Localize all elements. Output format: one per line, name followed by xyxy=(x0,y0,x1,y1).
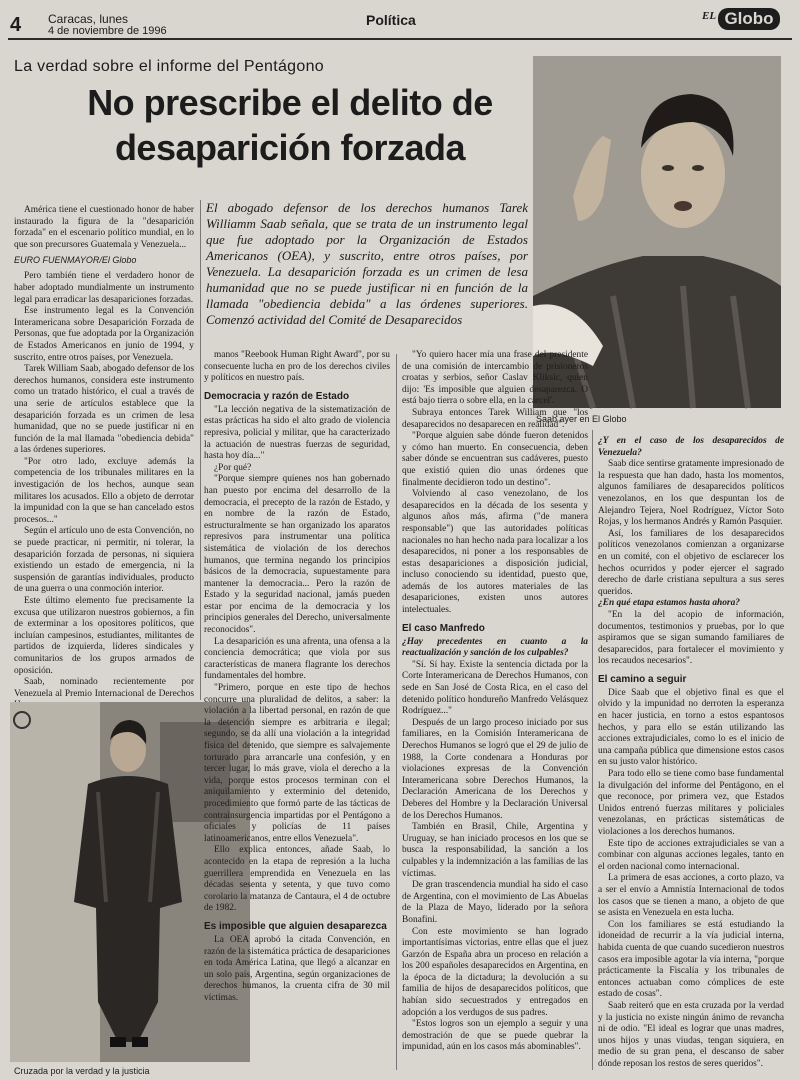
logo-name: Globo xyxy=(718,8,780,30)
photo-bottom-caption: Cruzada por la verdad y la justicia xyxy=(14,1066,150,1076)
column-4 xyxy=(598,436,784,1072)
header-date: 4 de noviembre de 1996 xyxy=(48,25,167,37)
logo-prefix: EL xyxy=(702,10,717,22)
paragraph: Este tipo de acciones extrajudiciales se van a combinar con algunas acciones legales, tanto en el orden nacional como internacional. xyxy=(598,838,784,872)
question: ¿Y en el caso de los desaparecidos de Venezuela? xyxy=(598,436,784,458)
subheading: Democracia y razón de Estado xyxy=(204,390,350,402)
column-divider xyxy=(396,354,397,1070)
paragraph: Ello explica entonces, añade Saab, lo acontecido en la etapa de represión a la lucha guerrillera emprendida en Venezuela en las décadas sesenta y setenta, y que tuvo como corolario la matanza de Cantaura, el 4 de octubre de 1982. xyxy=(204,845,390,914)
paragraph: Con este movimiento se han logrado importantísimas victorias, entre ellas que el juez Garzón de España abra un proceso en relación a los 200 españoles desaparecidos en Argentina, en la época de la dictadura; la devolución a su familia de hijos de desaparecidos políticos, que habían sido secuestrados y entregados en adopción a los verdugos de sus padres. xyxy=(402,926,588,1018)
paragraph: "Sí. Sí hay. Existe la sentencia dictada por la Corte Interamericana de Derechos Humanos, con sede en San José de Costa Rica, en el caso del detenido político hondureño Manfredo Velásquez Rodríguez..." xyxy=(402,659,588,717)
paragraph: Ese instrumento legal es la Convención Interamericana sobre Desaparición Forzada de Personas, que fue adoptada por la Organización de Estados Americanos en junio de 1994, y suscrito, entre otros países, por Venezuela. xyxy=(14,306,194,363)
paragraph: "Yo quiero hacer mía una frase del presidente de una comisión de intercambio de prisioneros croatas y serbios, señor Caslav Kliksic, quien dijo: 'Es imposible que alguien desaparezca. O está bajo tierra o sobre ella, en la cárcel'. xyxy=(402,350,588,407)
paragraph: Este último elemento fue precisamente la excusa que utilizaron nuestros gobiernos, a fin de exterminar a los opositores políticos, que incluían campesinos, estudiantes, militantes de partidos de izquierda, líderes sindicales y comunitarios de los grupos armados de oposición. xyxy=(14,596,194,676)
article-byline: EURO FUENMAYOR/El Globo xyxy=(14,255,137,266)
paragraph: También en Brasil, Chile, Argentina y Uruguay, se han iniciado procesos en los que se busca la responsabilidad, la sanción a los culpables y la indemnización a las familias de las víctimas. xyxy=(402,822,588,879)
section-name: Política xyxy=(366,12,416,28)
page-number: 4 xyxy=(10,14,22,36)
column-3 xyxy=(402,350,588,1072)
column-1 xyxy=(14,205,194,699)
paragraph: Tarek William Saab, abogado defensor de los derechos humanos, considera este instrumento como un tratado histórico, el cual a través de una serie de artículos establece que la desaparición forzada es un crimen de lesa humanidad, que no se puede justificar ni en función de la mal llamada "obediencia debida" a las órdenes superiores. xyxy=(14,364,194,456)
paragraph: Saab reiteró que en esta cruzada por la verdad y la justicia no existe ningún ánimo de revancha ni de odio. "El ideal es lograr que unas madres, unos hijos y unas viudas, tengan siquiera, en medio de su gran pena, el descanso de saber dónde reposan los restos de seres queridos". xyxy=(598,1000,784,1069)
article-kicker: La verdad sobre el informe del Pentágono xyxy=(14,58,324,75)
paragraph: "Estos logros son un ejemplo a seguir y una demostración de que se puede quebrar la impunidad, aún en los casos más abominables". xyxy=(402,1019,588,1053)
question: ¿Hay precedentes en cuanto a la reactualización y sanción de los culpables? xyxy=(402,636,588,659)
paragraph: "La lección negativa de la sistematización de estas prácticas ha sido el alto grado de violencia represiva, policial y militar, que ha caracterizado la actuación de nuestras fuerzas de seguridad, hasta hoy día..." xyxy=(204,404,390,462)
newspaper-logo xyxy=(702,8,782,32)
paragraph: América tiene el cuestionado honor de haber instaurado la figura de la "desaparición forzada" en el escenario político mundial, en lo que son precursores Guatemala y Venezuela... xyxy=(14,205,194,250)
paragraph: Saab dice sentirse gratamente impresionado de la respuesta que han dado, hasta los momentos, algunos familiares de desaparecidos políticos venezolanos, en los que despuntan los de Alejandro Tejera, Noel Rodríguez, Víctor Soto Rojas, y los hermanos Andrés y Ramón Pasquier. xyxy=(598,459,784,528)
paragraph: Dice Saab que el objetivo final es que el olvido y la impunidad no derroten la esperanza en hacer justicia, en torno a estos espantosos hechos, y para ello se están utilizando las acciones extrajudiciales, como lo es el inicio de una campaña pública que dimensione estos casos en su justo valor histórico. xyxy=(598,687,784,768)
paragraph: "Primero, porque en este tipo de hechos concurre una pluralidad de delitos, a saber: la violación a la libertad personal, en razón de que la detención siempre es arbitraria e ilegal; segundo, se da allí una violación a la integridad física del detenido, que siempre es salvajemente torturado para arrancarle una confesión, y en tercer lugar, lo más grave, viola el derecho a la vida, porque estos procesos terminan con el aniquilamiento y exterminio del detenido, procedimiento que formó parte de las tácticas de contrainsurgencia impartidas por el Pentágono a oficiales y policías de 11 países latinoamericanos, entre ellos Venezuela". xyxy=(204,683,390,844)
paragraph: manos "Reebook Human Right Award", por su consecuente lucha en pro de los derechos civiles y políticos en nuestro país. xyxy=(204,350,390,384)
paragraph: Así, los familiares de los desaparecidos políticos venezolanos comienzan a organizarse en un comité, con el objetivo de esclarecer los hechos ocurridos y poder ejercer el sagrado derecho de darle cristiana sepultura a sus seres queridos. xyxy=(598,528,784,597)
subheading: Es imposible que alguien desaparezca xyxy=(204,920,387,932)
paragraph: La OEA aprobó la citada Convención, en razón de la sistemática práctica de desapariciones en toda América Latina, que llegó a alcanzar en un solo país, Argentina, según organizaciones de derechos humanos, la cruenta cifra de 30 mil víctimas. xyxy=(204,934,390,1003)
column-divider xyxy=(592,430,593,1070)
paragraph: Pero también tiene el verdadero honor de haber adoptado mundialmente un instrumento legal para erradicar las desapariciones forzadas. xyxy=(14,271,194,305)
header-city: Caracas, lunes xyxy=(48,12,129,26)
paragraph: Según el artículo uno de esta Convención, no se puede practicar, ni permitir, ni tolerar, la desaparición forzada de personas, ni siquiera existiendo un estado de emergencia, ni la suspensión de garantías individuales, producto de una guerra o una conmoción interior. xyxy=(14,526,194,595)
subheading: El camino a seguir xyxy=(598,673,687,685)
paragraph: Con los familiares se está estudiando la idoneidad de recurrir a la vía judicial interna, habida cuenta de que cuando sucedieron nuestros casos era imposible agotar la vía interna, "porque prácticamente la Fiscalía y los tribunales de entonces actuaban como cómplices de este estado de cosas". xyxy=(598,919,784,1000)
question: ¿En qué etapa estamos hasta ahora? xyxy=(598,598,740,609)
paragraph: La primera de esas acciones, a corto plazo, va a ser el envío a Amnistía Internacional de todos los casos que se tienen a mano, a objeto de que se asista en Venezuela en esta lucha. xyxy=(598,873,784,919)
column-divider xyxy=(200,200,201,700)
paragraph: Saab, nominado recientemente por Venezuela al Premio Internacional de Derechos xyxy=(14,677,194,699)
paragraph: "En la del acopio de información, documentos, testimonios y pruebas, por lo que aspiramos que se sigan sumando familiares de desaparecidos, para fortalecer el movimiento y los recaudos necesarios". xyxy=(598,609,784,667)
subheading: El caso Manfredo xyxy=(402,622,485,634)
article-lead: El abogado defensor de los derechos humanos Tarek Williamm Saab señala, que se trata de un instrumento legal que fue adoptado por la Organización de Estados Americanos (OEA), y suscrito, entre otros países, por Venezuela. La desaparición forzada es un crimen de lesa humanidad que no se puede justificar ni en función de la llamada "obediencia debida" a las órdenes superiores. Comenzó actividad del Comité de Desaparecidos xyxy=(206,200,528,327)
column-2 xyxy=(204,350,390,1072)
paragraph: Para todo ello se tiene como base fundamental la divulgación del informe del Pentágono, en el que reconoce, por primera vez, que Estados Unidos entrenó fuerzas militares y policiales venezolanas, en prácticas sistemáticas de violaciones a los derechos humanos. xyxy=(598,769,784,837)
page-header xyxy=(0,0,800,44)
paragraph: ¿Por qué? xyxy=(214,462,252,473)
article-headline: No prescribe el delito de desaparición forzada xyxy=(87,82,493,168)
paragraph: "Porque alguien sabe dónde fueron detenidos y cómo han muerto. En consecuencia, deben saber dónde se encuentran sus cadáveres, puesto que existió quien dio unas órdenes que finalmente decidieron todo un destino". xyxy=(402,431,588,488)
paragraph: Subraya entonces Tarek William que "los desaparecidos no desaparecen en realidad". xyxy=(402,407,588,430)
paragraph: La desaparición es una afrenta, una ofensa a la conciencia democrática; que viola por sus características de manera flagrante los derechos fundamentales del hombre. xyxy=(204,636,390,682)
header-rule xyxy=(8,38,792,40)
paragraph: Volviendo al caso venezolano, de los desaparecidos en la década de los sesenta y algunos años más, afirma ("de manera responsable") que las autoridades políticas nacionales no han hecho nada para localizar a los desaparecidos, ni poner a los responsables de estas desapariciones a disposición judicial, incluso conociendo su identidad, puesto que, además de los autores materiales de las desapariciones, existen unos autores intelectuales. xyxy=(402,489,588,616)
paragraph: "Porque siempre quienes nos han gobernado han puesto por encima del desarrollo de la democracia, el precepto de la razón de Estado, y en nombre de la razón de Estado, estructuralmente se han organizado los aparatos represivos para instrumentar una política sistemática de violación de los derechos humanos, que termina negando los principios básicos de la democracia, supuestamente para mantener la democracia... Pero la razón de Estado y la seguridad nacional, jamás pueden estar por encima de la democracia y los principios generales del Derecho, universalmente reconocidos". xyxy=(204,474,390,636)
paragraph: "Por otro lado, excluye además la competencia de los tribunales militares en la investigación de los hechos, aunque sean militares los acusados. Ello a objeto de derrotar la impunidad con la que se han cancelado estos procesos..." xyxy=(14,456,194,525)
paragraph: De gran trascendencia mundial ha sido el caso de Argentina, con el movimiento de Las Abuelas de la Plaza de Mayo, liderado por la señora Bonafini. xyxy=(402,880,588,925)
paragraph: Después de un largo proceso iniciado por sus familiares, en la Comisión Interamericana de Derechos Humanos se logró que el 29 de julio de 1988, la Corte condenara a Honduras por violaciones expresas de la Convención Interamericana sobre Derechos Humanos, la Declaración Americana de los Derechos y Deberes del Hombre y la Declaración Universal de los Derechos Humanos. xyxy=(402,717,588,821)
photo-top-caption: Saab ayer en El Globo xyxy=(536,414,627,424)
